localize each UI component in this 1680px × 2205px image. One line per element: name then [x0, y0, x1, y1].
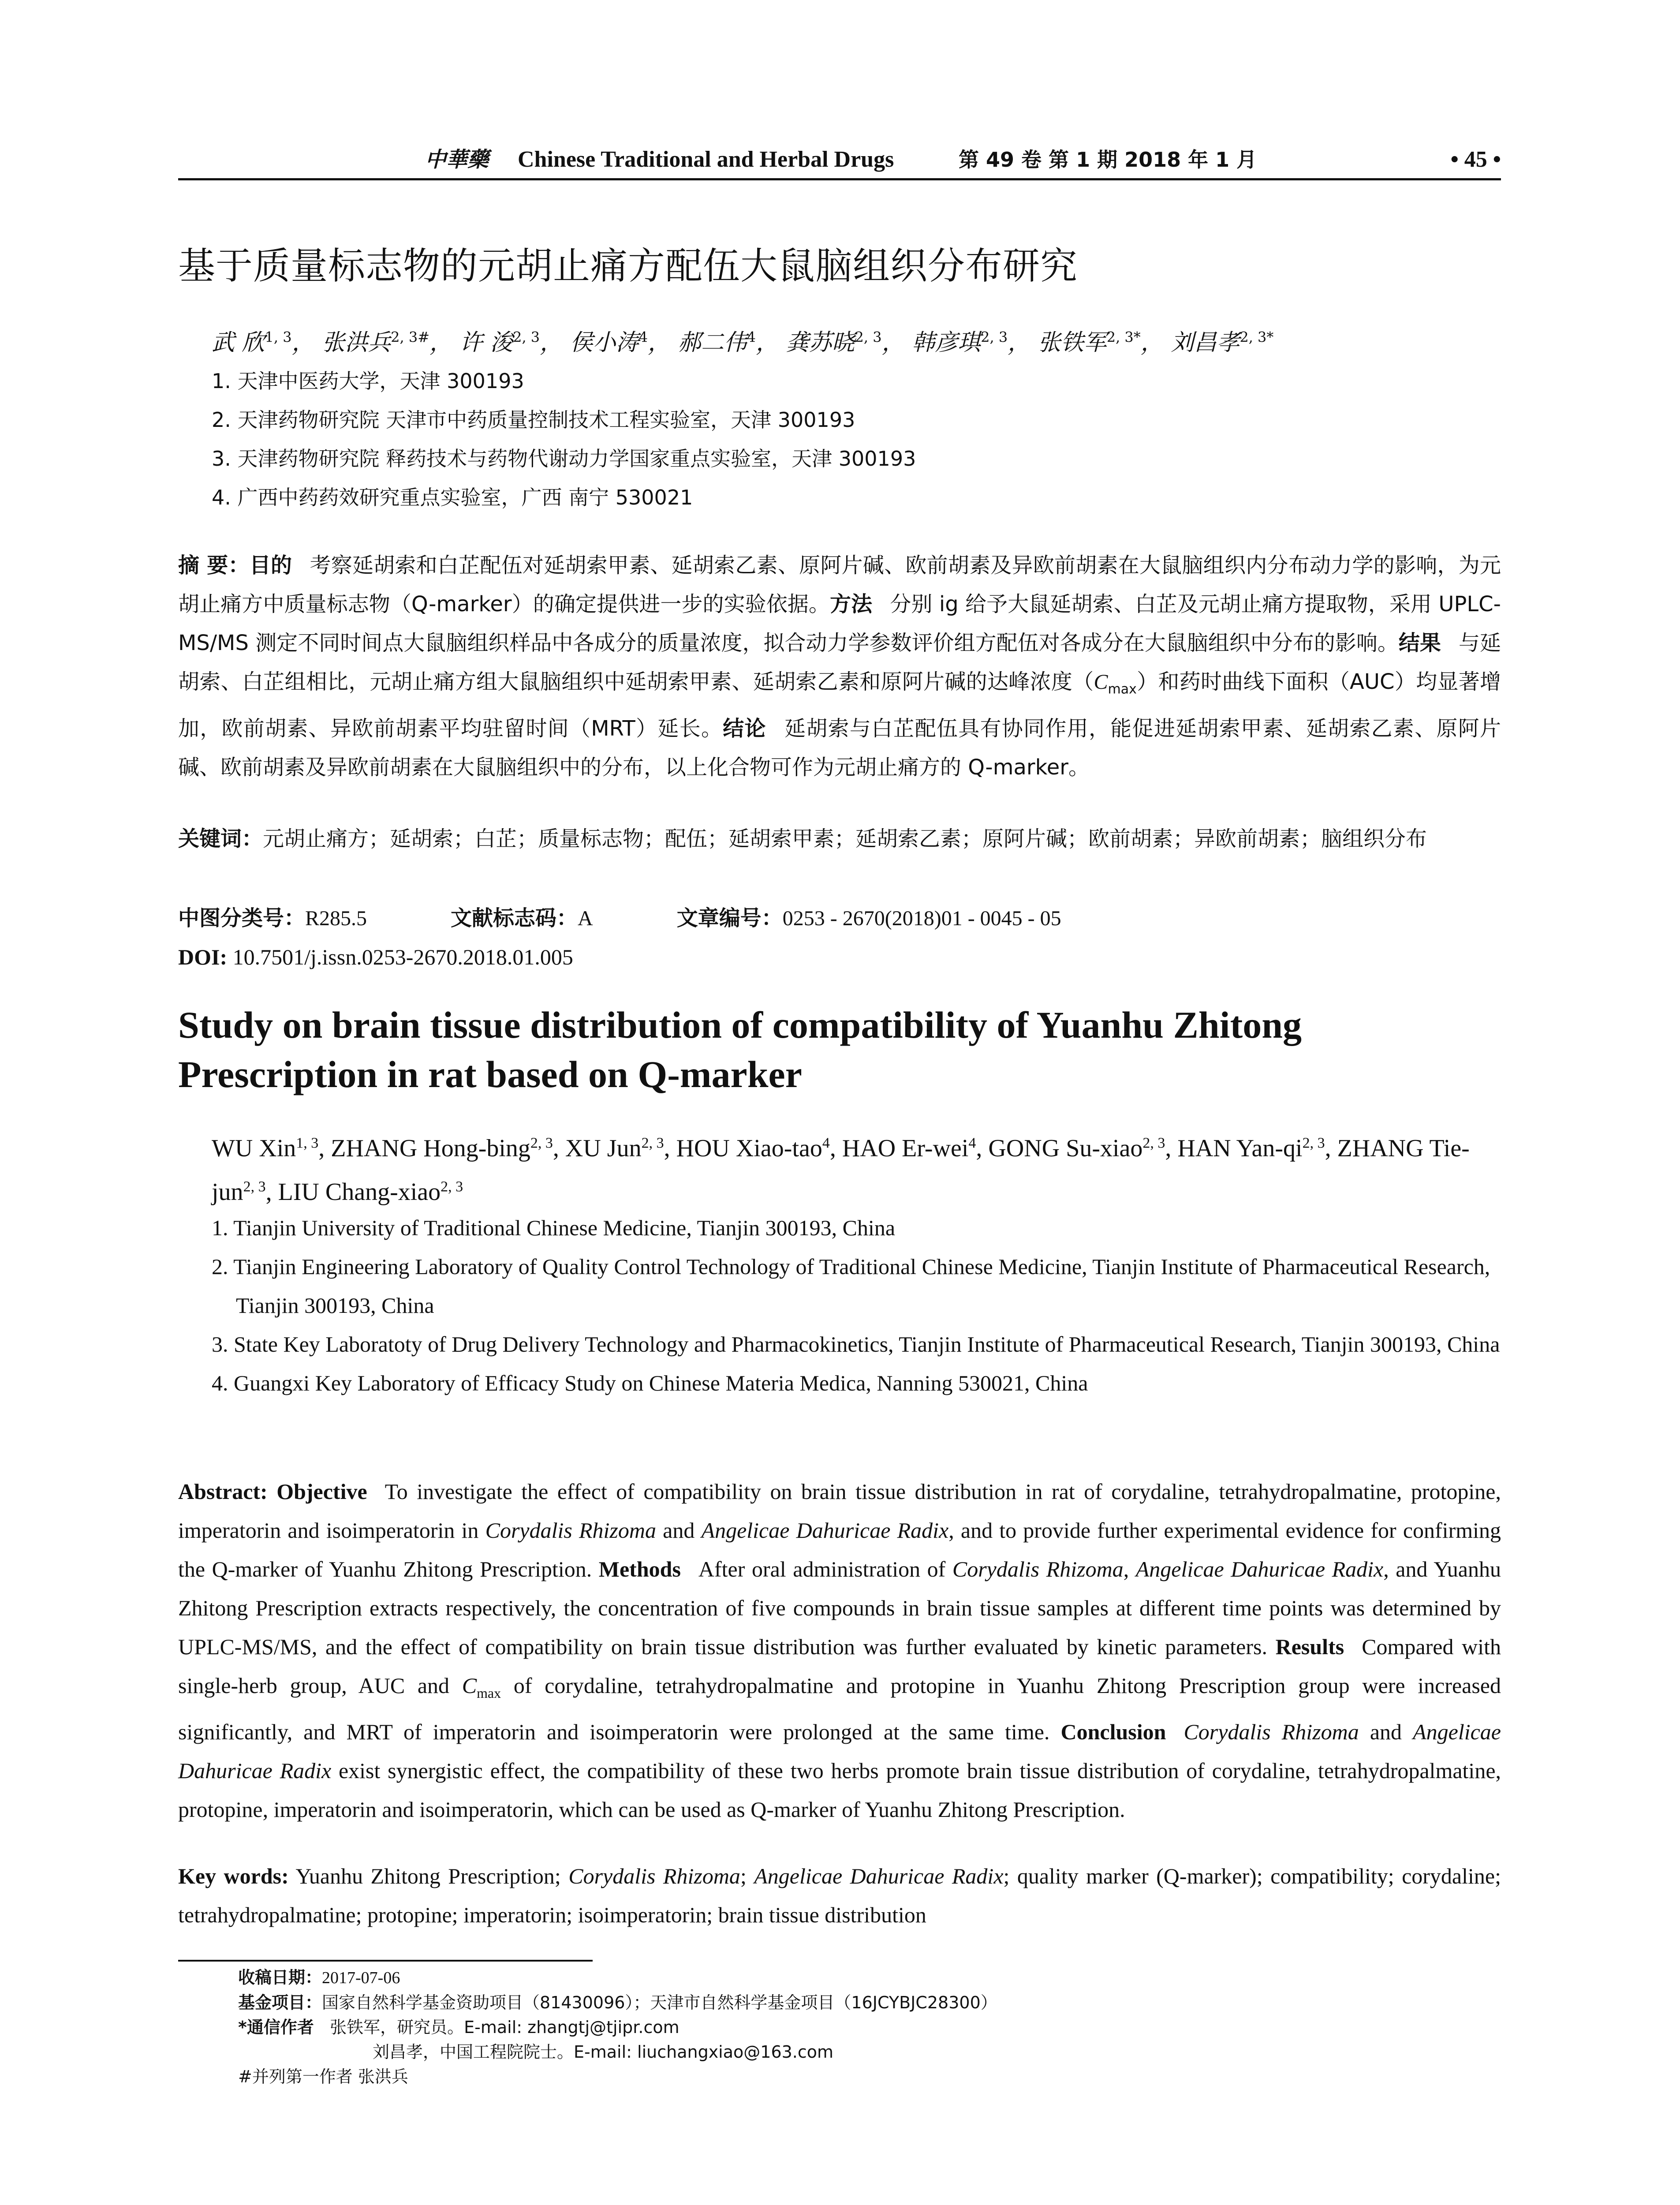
affiliation: 3. State Key Laboratoty of Drug Delivery Technology and Pharmacokinetics, Tianjin Institute of Pharmaceutical Research, Tianjin 300193, China	[212, 1332, 1500, 1357]
affiliation: 3. 天津药物研究院 释药技术与药物代谢动力学国家重点实验室，天津 300193	[212, 447, 916, 471]
author: ZHANG Hong-bing$^{2, 3}$	[331, 1134, 553, 1162]
affiliation: 2. 天津药物研究院 天津市中药质量控制技术工程实验室，天津 300193	[212, 408, 855, 432]
english-affiliations	[212, 1208, 1504, 1402]
affiliation: 4. 广西中药药效研究重点实验室，广西 南宁 530021	[212, 486, 693, 509]
co-first-author: #并列第一作者 张洪兵	[238, 2067, 408, 2086]
page-number: • 45 •	[1450, 147, 1501, 172]
classification-item: 文章编号：0253 - 2670(2018)01 - 0045 - 05	[676, 906, 1061, 931]
journal-name: Chinese Traditional and Herbal Drugs	[518, 147, 894, 172]
affiliation: 1. Tianjin University of Traditional Chinese Medicine, Tianjin 300193, China	[212, 1215, 896, 1240]
chinese-authors: 武 欣$^{1, 3}$， 张洪兵$^{2, 3\#}$， 许 浚$^{2, 3}$， 侯小涛$^4$， 郝二伟$^4$， 龚苏晓$^{2, 3}$， 韩彦琪$^{2, 3}$， 张铁军$^{2, 3*}$， 刘昌孝$^{2, 3*}$	[212, 329, 1274, 356]
journal-logo: 中華藥	[425, 147, 489, 172]
author: GONG Su-xiao$^{2, 3}$	[988, 1134, 1165, 1162]
author: 郝二伟$^4$	[678, 329, 756, 356]
chinese-affiliations	[212, 362, 1504, 517]
author: HAN Yan-qi$^{2, 3}$	[1177, 1134, 1325, 1162]
footnote-rule	[178, 1960, 593, 1962]
author: LIU Chang-xiao$^{2, 3}$	[278, 1178, 463, 1206]
author: ZHANG Tie-jun$^{2, 3}$	[212, 1134, 1470, 1206]
classification-line	[178, 899, 1501, 938]
english-authors: WU Xin$^{1, 3}$, ZHANG Hong-bing$^{2, 3}$, XU Jun$^{2, 3}$, HOU Xiao-tao$^4$, HAO Er-wei$^4$, GONG Su-xiao$^{2, 3}$, HAN Yan-qi$^{2, 3}$, ZHANG Tie-jun$^{2, 3}$, LIU Chang-xiao$^{2, 3}$	[212, 1134, 1470, 1206]
english-abstract: Abstract: Objective To investigate the effect of compatibility on brain tissue distribution in rat of corydaline, tetrahydropalmatine, protopine, imperatorin and isoimperatorin in Corydalis Rhizoma and Angelicae Dahuricae Radix, and to provide further experimental evidence for confirming the Q-marker of Yuanhu Zhitong Prescription. Methods After oral administration of Corydalis Rhizoma, Angelicae Dahuricae Radix, and Yuanhu Zhitong Prescription extracts respectively, the concentration of five compounds in brain tissue samples at different time points was determined by UPLC-MS/MS, and the effect of compatibility on brain tissue distribution was further evaluated by kinetic parameters. Results Compared with single-herb group, AUC and $C_{max}$ of corydaline, tetrahydropalmatine and protopine in Yuanhu Zhitong Prescription group were increased significantly, and MRT of imperatorin and isoimperatorin were prolonged at the same time. Conclusion Corydalis Rhizoma and Angelicae Dahuricae Radix exist synergistic effect, the compatibility of these two herbs promote brain tissue distribution of corydaline, tetrahydropalmatine, protopine, imperatorin and isoimperatorin, which can be used as Q-marker of Yuanhu Zhitong Prescription.	[178, 1479, 1501, 1822]
author: 刘昌孝$^{2, 3*}$	[1171, 329, 1274, 356]
author: HAO Er-wei$^4$	[842, 1134, 976, 1162]
chinese-abstract: 摘 要：目的 考察延胡索和白芷配伍对延胡索甲素、延胡索乙素、原阿片碱、欧前胡素及异欧前胡素在大鼠脑组织内分布动力学的影响，为元胡止痛方中质量标志物（Q-marker）的确定提供进一步的实验依据。方法 分别 ig 给予大鼠延胡索、白芷及元胡止痛方提取物，采用 UPLC-MS/MS 测定不同时间点大鼠脑组织样品中各成分的质量浓度，拟合动力学参数评价组方配伍对各成分在大鼠脑组织中分布的影响。结果 与延胡索、白芷组相比，元胡止痛方组大鼠脑组织中延胡索甲素、延胡索乙素和原阿片碱的达峰浓度$(C_{max})$和药时曲线下面积（AUC）均显著增加，欧前胡素、异欧前胡素平均驻留时间（MRT）延长。结论 延胡索与白芷配伍具有协同作用，能促进延胡索甲素、延胡索乙素、原阿片碱、欧前胡素及异欧前胡素在大鼠脑组织中的分布，以上化合物可作为元胡止痛方的 Q-marker。	[178, 553, 1501, 780]
classification-item: 中图分类号：R285.5	[178, 906, 367, 931]
author: 许 浚$^{2, 3}$	[459, 329, 540, 356]
author: 侯小涛$^4$	[570, 329, 648, 356]
affiliation: 1. 天津中医药大学，天津 300193	[212, 369, 524, 393]
author: 武 欣$^{1, 3}$	[212, 329, 292, 356]
author: WU Xin$^{1, 3}$	[212, 1134, 319, 1162]
doi: DOI: 10.7501/j.issn.0253-2670.2018.01.005	[178, 945, 573, 969]
corresponding-author: *通信作者 张铁军，研究员。E-mail: zhangtj@tjipr.com	[238, 2018, 679, 2037]
chinese-title: 基于质量标志物的元胡止痛方配伍大鼠脑组织分布研究	[178, 244, 1078, 288]
author: 龚苏晓$^{2, 3}$	[786, 329, 882, 356]
english-keywords: Key words: Yuanhu Zhitong Prescription; Corydalis Rhizoma; Angelicae Dahuricae Radix; quality marker (Q-marker); compatibility; corydaline; tetrahydropalmatine; protopine; imperatorin; isoimperatorin; brain tissue distribution	[178, 1864, 1501, 1927]
corresponding-author: 刘昌孝，中国工程院院士。E-mail: liuchangxiao@163.com	[373, 2042, 834, 2062]
received-date: 收稿日期：2017-07-06	[238, 1968, 400, 1987]
author: 张铁军$^{2, 3*}$	[1038, 329, 1141, 356]
english-title: Study on brain tissue distribution of compatibility of Yuanhu Zhitong Prescription in rat based on Q-marker	[178, 1004, 1302, 1095]
fund-info: 基金项目：国家自然科学基金资助项目（81430096）；天津市自然科学基金项目（16JCYBJC28300）	[238, 1993, 997, 2012]
author: 张洪兵$^{2, 3\#}$	[322, 329, 430, 356]
header-rule	[178, 178, 1501, 180]
affiliation: 2. Tianjin Engineering Laboratory of Quality Control Technology of Traditional Chinese Medicine, Tianjin Institute of Pharmaceutical Research, Tianjin 300193, China	[212, 1254, 1490, 1318]
chinese-keywords: 关键词：元胡止痛方；延胡索；白芷；质量标志物；配伍；延胡索甲素；延胡索乙素；原阿片碱；欧前胡素；异欧前胡素；脑组织分布	[178, 826, 1427, 851]
journal-issue: 第 49 卷 第 1 期 2018 年 1 月	[959, 148, 1257, 172]
author: XU Jun$^{2, 3}$	[565, 1134, 664, 1162]
footnotes	[238, 1965, 1499, 2089]
author: HOU Xiao-tao$^4$	[676, 1134, 830, 1162]
classification-item: 文献标志码：A	[451, 906, 593, 931]
running-header	[178, 142, 1501, 177]
affiliation: 4. Guangxi Key Laboratory of Efficacy Study on Chinese Materia Medica, Nanning 530021, China	[212, 1371, 1088, 1395]
author: 韩彦琪$^{2, 3}$	[912, 329, 1008, 356]
